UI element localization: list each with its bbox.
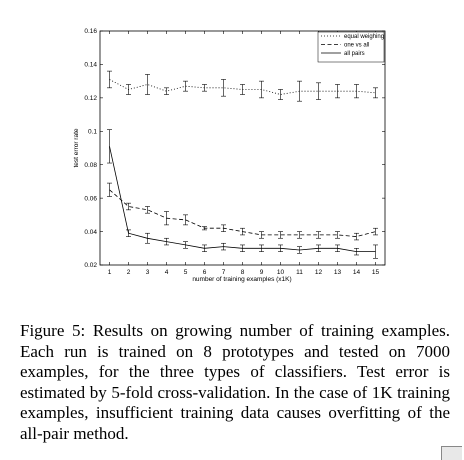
error-bar <box>335 84 340 97</box>
x-tick-label: 11 <box>296 269 303 276</box>
x-tick-label: 10 <box>276 269 285 276</box>
series-equal-weighing <box>107 71 378 101</box>
y-tick-label: 0.1 <box>87 128 97 136</box>
x-tick-label: 4 <box>164 269 169 276</box>
y-tick-label: 0.08 <box>84 161 97 169</box>
error-bar <box>107 130 112 163</box>
x-tick-label: 14 <box>352 269 361 276</box>
error-bar <box>373 228 378 235</box>
error-bar <box>145 74 150 94</box>
legend-label: equal weighing <box>344 34 385 40</box>
error-bar <box>183 215 188 225</box>
x-tick-label: 1 <box>107 269 112 276</box>
legend-label: one vs all <box>344 42 370 49</box>
error-bar <box>107 183 112 196</box>
x-tick-label: 8 <box>240 269 245 276</box>
x-axis-label: number of training examples (x1K) <box>192 276 292 283</box>
error-bar <box>297 81 302 101</box>
error-bar <box>164 88 169 95</box>
error-bar <box>107 71 112 88</box>
error-bar <box>278 90 283 100</box>
error-bar <box>126 84 131 94</box>
x-tick-label: 12 <box>314 269 323 276</box>
error-bar <box>202 84 207 91</box>
error-bar <box>126 230 131 237</box>
series-one-vs-all <box>107 183 378 240</box>
error-bar <box>259 81 264 98</box>
series-layer <box>107 71 378 258</box>
error-bar <box>240 84 245 94</box>
series-all-pairs <box>107 130 378 259</box>
x-tick-label: 9 <box>259 269 264 276</box>
error-bar <box>183 81 188 91</box>
x-tick-label: 5 <box>183 269 188 276</box>
series-line-all-pairs <box>110 146 376 251</box>
axes <box>84 28 385 276</box>
y-tick-label: 0.06 <box>84 195 97 203</box>
y-tick-label: 0.16 <box>84 28 97 36</box>
y-tick-label: 0.12 <box>84 95 97 103</box>
y-tick-label: 0.14 <box>84 61 97 69</box>
y-tick-label: 0.04 <box>84 228 97 236</box>
legend-label: all pairs <box>344 51 365 57</box>
legend <box>318 32 384 62</box>
x-tick-label: 15 <box>371 269 380 276</box>
x-tick-label: 13 <box>333 269 342 276</box>
corner-widget <box>441 446 462 460</box>
x-tick-label: 6 <box>202 269 207 276</box>
error-bar <box>354 84 359 97</box>
x-tick-label: 7 <box>221 269 226 276</box>
y-axis-label: test error rate <box>73 128 80 168</box>
figure-caption: Figure 5: Results on growing number of training examples. Each run is trained on 8 prototypes and tested on 7000 examples, for the three types of classifiers. Test error is estimated by 5-fold cross-validation. In the case of 1K training examples, insufficient training data causes overfitting of the all-pair method. <box>20 321 450 443</box>
x-tick-label: 3 <box>145 269 150 276</box>
y-tick-label: 0.02 <box>84 262 97 270</box>
x-tick-label: 2 <box>126 269 131 276</box>
